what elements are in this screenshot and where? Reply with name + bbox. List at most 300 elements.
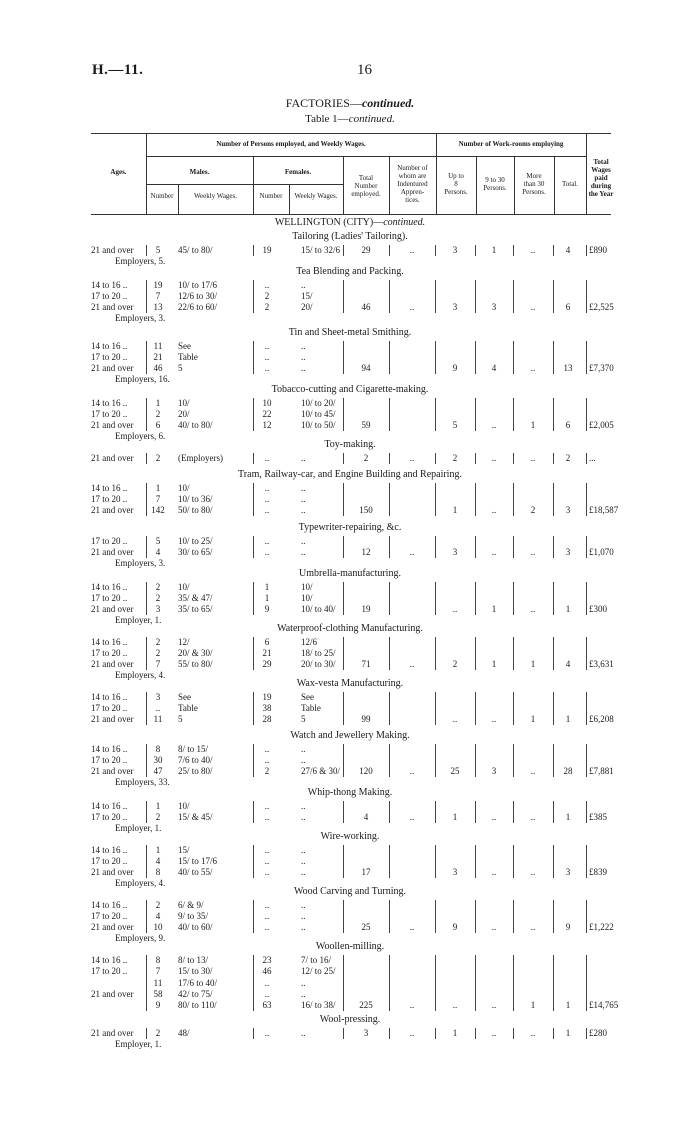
column-rule xyxy=(253,398,254,431)
column-rule xyxy=(513,955,514,1011)
cell-mn: 5 xyxy=(155,536,161,546)
cell-mn: 30 xyxy=(153,755,163,765)
cell-w8: 25 xyxy=(450,766,460,776)
cell-wag: £839 xyxy=(589,867,607,877)
cell-age: 21 and over xyxy=(91,922,134,932)
cell-fn: 19 xyxy=(262,245,272,255)
cell-wag: £18,587 xyxy=(589,505,619,515)
column-rule xyxy=(146,483,147,516)
cell-age: 14 to 16 .. xyxy=(91,955,128,965)
column-rule xyxy=(343,453,344,464)
cell-age: 21 and over xyxy=(91,867,134,877)
cell-ind: .. xyxy=(409,302,415,312)
column-rule xyxy=(146,245,147,256)
column-rule xyxy=(586,280,587,313)
cell-w8: 9 xyxy=(452,922,458,932)
column-rule xyxy=(146,692,147,725)
column-rule xyxy=(513,900,514,933)
column-rule xyxy=(343,341,344,374)
column-rule xyxy=(435,582,436,615)
cell-wag: £1,070 xyxy=(589,547,614,557)
document-title: FACTORIES—continued. xyxy=(285,96,415,110)
table-row xyxy=(91,494,621,505)
column-rule xyxy=(513,1028,514,1039)
cell-fn: .. xyxy=(264,989,270,999)
cell-wm: 2 xyxy=(530,505,536,515)
cell-fn: .. xyxy=(264,1028,270,1038)
cell-age: 14 to 16 .. xyxy=(91,900,128,910)
cell-ind: .. xyxy=(409,1000,415,1010)
cell-wag: £2,005 xyxy=(589,420,614,430)
cell-w30: 1 xyxy=(491,659,497,669)
cell-mw: 15/ & 45/ xyxy=(178,812,213,822)
cell-w8: 1 xyxy=(452,812,458,822)
column-rule xyxy=(435,341,436,374)
cell-fw: 18/ to 25/ xyxy=(301,648,336,658)
cell-tot: 29 xyxy=(361,245,371,255)
employers-count: Employers, 9. xyxy=(115,933,166,943)
cell-wm: .. xyxy=(530,363,536,373)
cell-age: 14 to 16 .. xyxy=(91,744,128,754)
table-row xyxy=(91,1028,621,1039)
column-rule xyxy=(146,744,147,777)
cell-age: 21 and over xyxy=(91,420,134,430)
cell-mw: 42/ to 75/ xyxy=(178,989,213,999)
cell-fw: 15/ to 32/6 xyxy=(301,245,341,255)
cell-mn: 8 xyxy=(155,955,161,965)
cell-mw: 55/ to 80/ xyxy=(178,659,213,669)
cell-wt: 6 xyxy=(565,420,571,430)
column-rule xyxy=(146,280,147,313)
column-rule xyxy=(513,801,514,823)
cell-w8: .. xyxy=(452,604,458,614)
column-rule xyxy=(475,900,476,933)
cell-fn: .. xyxy=(264,505,270,515)
column-rule xyxy=(146,398,147,431)
table-row xyxy=(91,703,621,714)
cell-mn: 1 xyxy=(155,845,161,855)
section-title-s3: Tin and Sheet-metal Smithing. xyxy=(288,327,412,338)
cell-mw: 5 xyxy=(178,363,183,373)
cell-ind: .. xyxy=(409,812,415,822)
cell-mn: 7 xyxy=(155,291,161,301)
cell-mn: 6 xyxy=(155,420,161,430)
cell-mn: 1 xyxy=(155,398,161,408)
cell-wag: £6,208 xyxy=(589,714,614,724)
cell-age: 21 and over xyxy=(91,766,134,776)
cell-mn: 10 xyxy=(153,922,163,932)
cell-fn: 1 xyxy=(264,582,270,592)
cell-w30: 3 xyxy=(491,302,497,312)
head-workroom-total: Total. xyxy=(561,180,579,188)
cell-wag: ... xyxy=(589,453,596,463)
column-rule xyxy=(389,900,390,933)
cell-fw: .. xyxy=(301,801,306,811)
cell-mw: 15/ to 30/ xyxy=(178,966,213,976)
table-row xyxy=(91,604,621,615)
cell-mw: 17/6 to 40/ xyxy=(178,978,218,988)
cell-wm: .. xyxy=(530,812,536,822)
cell-fw: 10/ xyxy=(301,582,313,592)
table-row xyxy=(91,483,621,494)
section-title-s11: Watch and Jewellery Making. xyxy=(290,730,410,741)
cell-age: 17 to 20 .. xyxy=(91,648,128,658)
column-rule xyxy=(553,483,554,516)
column-rule xyxy=(389,1028,390,1039)
table-row xyxy=(91,744,621,755)
column-rule xyxy=(553,398,554,431)
cell-wt: 13 xyxy=(563,363,573,373)
cell-mn: 8 xyxy=(155,744,161,754)
cell-mn: .. xyxy=(155,703,161,713)
cell-wt: 1 xyxy=(565,1028,571,1038)
cell-fw: .. xyxy=(301,744,306,754)
cell-w30: .. xyxy=(491,1000,497,1010)
column-rule xyxy=(343,692,344,725)
cell-wt: 3 xyxy=(565,547,571,557)
cell-fw: .. xyxy=(301,505,306,515)
cell-tot: 2 xyxy=(363,453,369,463)
cell-mn: 2 xyxy=(155,648,161,658)
cell-mw: 8/ to 15/ xyxy=(178,744,209,754)
table-row xyxy=(91,648,621,659)
column-rule xyxy=(513,582,514,615)
cell-fn: .. xyxy=(264,483,270,493)
cell-fw: 12/ to 25/ xyxy=(301,966,336,976)
column-rule xyxy=(389,280,390,313)
cell-fw: .. xyxy=(301,911,306,921)
cell-mw: 10/ xyxy=(178,398,190,408)
cell-tot: 19 xyxy=(361,604,371,614)
column-rule xyxy=(475,801,476,823)
cell-age: 14 to 16 .. xyxy=(91,341,128,351)
cell-mn: 8 xyxy=(155,867,161,877)
table-row xyxy=(91,637,621,648)
cell-w30: 4 xyxy=(491,363,497,373)
cell-wt: 2 xyxy=(565,453,571,463)
cell-age: 14 to 16 .. xyxy=(91,637,128,647)
cell-tot: 3 xyxy=(363,1028,369,1038)
column-rule xyxy=(253,245,254,256)
column-rule xyxy=(513,245,514,256)
column-rule xyxy=(389,483,390,516)
table-row xyxy=(91,659,621,670)
cell-wm: .. xyxy=(530,453,536,463)
column-rule xyxy=(475,637,476,670)
column-rule xyxy=(475,582,476,615)
column-rule xyxy=(146,845,147,878)
column-rule xyxy=(253,453,254,464)
cell-fw: .. xyxy=(301,900,306,910)
cell-mn: 2 xyxy=(155,1028,161,1038)
cell-age: 21 and over xyxy=(91,245,134,255)
cell-fn: .. xyxy=(264,978,270,988)
column-rule xyxy=(146,536,147,558)
column-rule xyxy=(586,801,587,823)
cell-mn: 1 xyxy=(155,801,161,811)
cell-wm: .. xyxy=(530,604,536,614)
table-row xyxy=(91,291,621,302)
cell-w30: .. xyxy=(491,867,497,877)
cell-fn: 1 xyxy=(264,593,270,603)
cell-fw: 10/ to 40/ xyxy=(301,604,336,614)
column-rule xyxy=(513,845,514,878)
cell-tot: 46 xyxy=(361,302,371,312)
cell-wm: 1 xyxy=(530,1000,536,1010)
column-rule xyxy=(553,845,554,878)
cell-fw: 7/ to 16/ xyxy=(301,955,332,965)
employers-count: Employers, 4. xyxy=(115,878,166,888)
cell-fw: .. xyxy=(301,867,306,877)
column-rule xyxy=(553,744,554,777)
column-rule xyxy=(513,692,514,725)
cell-mw: 40/ to 60/ xyxy=(178,922,213,932)
cell-age: 14 to 16 .. xyxy=(91,582,128,592)
column-rule xyxy=(343,280,344,313)
cell-tot: 71 xyxy=(361,659,371,669)
cell-wag: £1,222 xyxy=(589,922,614,932)
column-rule xyxy=(343,637,344,670)
cell-mn: 47 xyxy=(153,766,163,776)
cell-fn: .. xyxy=(264,900,270,910)
cell-mw: Table xyxy=(178,352,198,362)
column-rule xyxy=(586,245,587,256)
cell-mn: 9 xyxy=(155,1000,161,1010)
table-row xyxy=(91,966,621,977)
cell-wt: 4 xyxy=(565,245,571,255)
column-rule xyxy=(513,483,514,516)
cell-fn: .. xyxy=(264,453,270,463)
table-row xyxy=(91,845,621,856)
cell-fw: .. xyxy=(301,922,306,932)
cell-w30: .. xyxy=(491,1028,497,1038)
table-row xyxy=(91,398,621,409)
column-rule xyxy=(435,536,436,558)
column-rule xyxy=(389,582,390,615)
cell-mw: 22/6 to 60/ xyxy=(178,302,218,312)
section-title-s8: Umbrella-manufacturing. xyxy=(299,568,401,579)
column-rule xyxy=(253,801,254,823)
column-rule xyxy=(253,582,254,615)
section-title-s13: Wire-working. xyxy=(320,831,380,842)
cell-fw: See xyxy=(301,692,314,702)
column-rule xyxy=(343,900,344,933)
column-rule xyxy=(586,341,587,374)
column-rule xyxy=(553,801,554,823)
cell-age: 14 to 16 .. xyxy=(91,483,128,493)
column-rule xyxy=(475,483,476,516)
table-row xyxy=(91,582,621,593)
cell-mw: 35/ & 47/ xyxy=(178,593,213,603)
cell-mw: 7/6 to 40/ xyxy=(178,755,213,765)
cell-age: 21 and over xyxy=(91,453,134,463)
section-title-s4: Tobacco-cutting and Cigarette-making. xyxy=(271,384,429,395)
cell-w8: 5 xyxy=(452,420,458,430)
cell-w30: .. xyxy=(491,714,497,724)
table-row xyxy=(91,989,621,1000)
cell-tot: 4 xyxy=(363,812,369,822)
table-row xyxy=(91,341,621,352)
column-rule xyxy=(435,398,436,431)
column-rule xyxy=(475,845,476,878)
table-row xyxy=(91,755,621,766)
column-rule xyxy=(475,955,476,1011)
cell-age: 21 and over xyxy=(91,714,134,724)
cell-mn: 1 xyxy=(155,483,161,493)
column-rule xyxy=(253,341,254,374)
column-rule xyxy=(146,582,147,615)
head-workrooms: Number of Work-rooms employing xyxy=(458,140,564,148)
column-rule xyxy=(586,453,587,464)
column-rule xyxy=(253,955,254,1011)
cell-mw: 10/ xyxy=(178,801,190,811)
employers-count: Employers, 6. xyxy=(115,431,166,441)
cell-mw: 12/6 to 30/ xyxy=(178,291,218,301)
cell-fn: .. xyxy=(264,922,270,932)
column-rule xyxy=(253,483,254,516)
column-rule xyxy=(553,453,554,464)
cell-fw: .. xyxy=(301,494,306,504)
column-rule xyxy=(253,900,254,933)
column-rule xyxy=(343,536,344,558)
table-row xyxy=(91,714,621,725)
cell-w30: .. xyxy=(491,453,497,463)
table-row xyxy=(91,955,621,966)
column-rule xyxy=(435,453,436,464)
cell-age: 14 to 16 .. xyxy=(91,692,128,702)
cell-mw: See xyxy=(178,341,191,351)
section-title-s1: Tailoring (Ladies' Tailoring). xyxy=(292,231,408,242)
cell-mn: 7 xyxy=(155,966,161,976)
cell-wm: .. xyxy=(530,867,536,877)
cell-age: 21 and over xyxy=(91,1028,134,1038)
cell-fw: 10/ to 20/ xyxy=(301,398,336,408)
cell-fn: .. xyxy=(264,547,270,557)
table-row xyxy=(91,547,621,558)
cell-mn: 2 xyxy=(155,812,161,822)
employers-count: Employer, 1. xyxy=(115,615,162,625)
cell-mn: 5 xyxy=(155,245,161,255)
cell-mn: 4 xyxy=(155,856,161,866)
cell-mw: 40/ to 80/ xyxy=(178,420,213,430)
cell-w30: 1 xyxy=(491,604,497,614)
table-row xyxy=(91,856,621,867)
cell-tot: 120 xyxy=(359,766,373,776)
cell-mn: 46 xyxy=(153,363,163,373)
cell-wag: £890 xyxy=(589,245,607,255)
column-rule xyxy=(253,536,254,558)
cell-age: 17 to 20 .. xyxy=(91,593,128,603)
cell-fw: .. xyxy=(301,453,306,463)
cell-mn: 21 xyxy=(153,352,163,362)
cell-fn: 2 xyxy=(264,291,270,301)
column-rule xyxy=(146,341,147,374)
cell-wt: 6 xyxy=(565,302,571,312)
cell-w8: 2 xyxy=(452,659,458,669)
table-row xyxy=(91,536,621,547)
cell-fn: .. xyxy=(264,801,270,811)
column-rule xyxy=(389,801,390,823)
column-rule xyxy=(553,582,554,615)
cell-fw: .. xyxy=(301,989,306,999)
cell-mw: 9/ to 35/ xyxy=(178,911,209,921)
cell-mn: 11 xyxy=(153,714,163,724)
cell-fw: .. xyxy=(301,280,306,290)
section-title-s15: Woollen-milling. xyxy=(315,941,385,952)
head-female-number: Number xyxy=(259,192,283,200)
cell-mw: 6/ & 9/ xyxy=(178,900,204,910)
cell-wm: 1 xyxy=(530,420,536,430)
column-rule xyxy=(389,453,390,464)
cell-mw: Table xyxy=(178,703,198,713)
column-rule xyxy=(553,1028,554,1039)
cell-ind: .. xyxy=(409,245,415,255)
column-rule xyxy=(513,341,514,374)
employers-count: Employers, 3. xyxy=(115,313,166,323)
cell-wm: .. xyxy=(530,922,536,932)
cell-tot: 17 xyxy=(361,867,371,877)
cell-fn: .. xyxy=(264,494,270,504)
cell-mn: 11 xyxy=(153,978,163,988)
cell-mw: 12/ xyxy=(178,637,190,647)
cell-mw: 15/ to 17/6 xyxy=(178,856,218,866)
table-row xyxy=(91,801,621,812)
cell-age: 17 to 20 .. xyxy=(91,966,128,976)
cell-ind: .. xyxy=(409,547,415,557)
column-rule xyxy=(435,692,436,725)
cell-mn: 2 xyxy=(155,637,161,647)
cell-fn: 63 xyxy=(262,1000,272,1010)
cell-fw: .. xyxy=(301,536,306,546)
table-row xyxy=(91,280,621,291)
column-rule xyxy=(586,900,587,933)
cell-mw: 50/ to 80/ xyxy=(178,505,213,515)
cell-w8: 3 xyxy=(452,302,458,312)
cell-age: 17 to 20 .. xyxy=(91,911,128,921)
column-rule xyxy=(253,280,254,313)
cell-mn: 2 xyxy=(155,593,161,603)
cell-age: 21 and over xyxy=(91,547,134,557)
cell-tot: 225 xyxy=(359,1000,373,1010)
section-title-s2: Tea Blending and Packing. xyxy=(296,266,404,277)
cell-mw: 20/ & 30/ xyxy=(178,648,213,658)
column-rule xyxy=(513,280,514,313)
column-rule xyxy=(343,245,344,256)
column-rule xyxy=(553,637,554,670)
cell-mn: 2 xyxy=(155,900,161,910)
cell-wt: 3 xyxy=(565,867,571,877)
cell-w30: 1 xyxy=(491,245,497,255)
cell-mw: 10/ xyxy=(178,483,190,493)
table-row xyxy=(91,453,621,464)
cell-mw: 40/ to 55/ xyxy=(178,867,213,877)
table-row xyxy=(91,922,621,933)
cell-w8: .. xyxy=(452,714,458,724)
cell-age: 21 and over xyxy=(91,989,134,999)
cell-fn: .. xyxy=(264,744,270,754)
column-rule xyxy=(389,692,390,725)
table-row xyxy=(91,505,621,516)
table-row xyxy=(91,245,621,256)
cell-tot: 59 xyxy=(361,420,371,430)
table-row xyxy=(91,812,621,823)
column-rule xyxy=(475,398,476,431)
cell-fn: .. xyxy=(264,352,270,362)
cell-fw: .. xyxy=(301,352,306,362)
cell-wag: £2,525 xyxy=(589,302,614,312)
cell-mn: 7 xyxy=(155,494,161,504)
cell-fw: .. xyxy=(301,547,306,557)
